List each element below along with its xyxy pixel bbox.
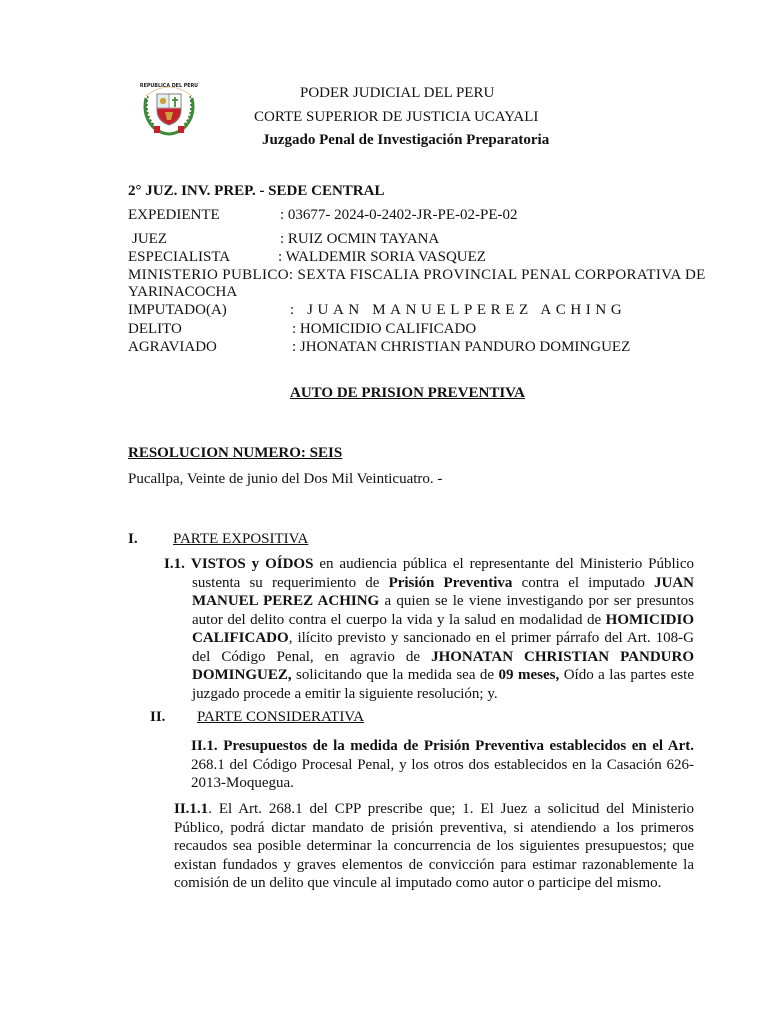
delito-bold: HOMICIDIO CALIFICADO (192, 611, 694, 646)
imputado-label: IMPUTADO(A) (128, 302, 227, 318)
imputado-name-bold: JUAN MANUEL PEREZ ACHING (192, 574, 694, 609)
header-line-1: PODER JUDICIAL DEL PERU (300, 85, 495, 101)
especialista-value: : WALDEMIR SORIA VASQUEZ (278, 249, 486, 265)
peru-coat-of-arms-icon (140, 76, 198, 136)
paragraph-1-1-text-e: solicitando que la medida sea de (291, 667, 499, 683)
court-name: 2° JUZ. INV. PREP. - SEDE CENTRAL (128, 183, 385, 199)
juez-value: : RUIZ OCMIN TAYANA (280, 231, 440, 247)
agraviado-label: AGRAVIADO (128, 339, 217, 355)
vistos-bold: VISTOS y OÍDOS (191, 556, 314, 572)
paragraph-1-1-text-f: Oído a las partes este juzgado procede a emitir la siguiente resolución; y. (192, 667, 694, 702)
paragraph-1-1-text-b: contra el imputado (512, 574, 654, 591)
paragraph-2-1-1-number: II.1.1 (174, 801, 209, 817)
place-date: Pucallpa, Veinte de junio del Dos Mil Veinticuatro. - (128, 471, 443, 487)
imputado-value: : JUAN MANUELPEREZ ACHING (290, 302, 627, 318)
ministerio-line-1: MINISTERIO PUBLICO: SEXTA FISCALIA PROVINCIAL PENAL CORPORATIVA DE (128, 267, 706, 283)
prision-preventiva-bold: Prisión Preventiva (388, 574, 513, 591)
paragraph-1-1-text-d: , ilícito previsto y sancionado en el primer párrafo del Art. 108-G del Código Penal, en agravio de (192, 630, 694, 665)
subsection-2-1-text: 268.1 del Código Procesal Penal, y los otros dos establecidos en la Casación 626-2013-Moquegua. (191, 756, 694, 791)
duration-bold: 09 meses, (498, 667, 560, 683)
subsection-2-1 (191, 737, 694, 793)
paragraph-1-1 (192, 555, 694, 703)
agraviado-name-bold: JHONATAN CHRISTIAN PANDURO DOMINGUEZ, (192, 648, 694, 683)
paragraph-1-1-text-a: en audiencia pública el representante del Ministerio Público sustenta su requerimiento de (192, 556, 694, 591)
paragraph-2-1-1-text: . El Art. 268.1 del CPP prescribe que; 1. El Juez a solicitud del Ministerio Público, podrá dictar mandato de prisión preventiva, si atendiendo a los primeros recaudos sea posible determinar la concurrencia de los siguientes presupuestos; que existan fundados y graves elementos de convicción para estimar razonablemente la comisión de un delito que vincule al imputado como autor o participe del mismo. (174, 801, 694, 891)
section-1-number: I. (128, 531, 138, 547)
delito-value: : HOMICIDIO CALIFICADO (292, 321, 477, 337)
paragraph-2-1-1 (174, 800, 694, 893)
resolution-number: RESOLUCION NUMERO: SEIS (128, 445, 343, 461)
paragraph-1-1-number: I.1. (164, 556, 185, 572)
ministerio-line-2: YARINACOCHA (128, 284, 238, 300)
header-line-2: CORTE SUPERIOR DE JUSTICIA UCAYALI (254, 109, 539, 125)
section-1-title: PARTE EXPOSITIVA (173, 531, 309, 547)
header-line-3: Juzgado Penal de Investigación Preparatoria (262, 132, 550, 148)
agraviado-value: : JHONATAN CHRISTIAN PANDURO DOMINGUEZ (292, 339, 631, 355)
section-2-title: PARTE CONSIDERATIVA (197, 709, 365, 725)
subsection-2-1-heading: II.1. Presupuestos de la medida de Prisión Preventiva establecidos en el Art. (191, 738, 694, 754)
expediente-label: EXPEDIENTE (128, 207, 220, 223)
delito-label: DELITO (128, 321, 182, 337)
especialista-label: ESPECIALISTA (128, 249, 231, 265)
section-2-number: II. (150, 709, 166, 725)
document-title: AUTO DE PRISION PREVENTIVA (290, 385, 525, 401)
svg-text:REPUBLICA DEL PERU: REPUBLICA DEL PERU (140, 84, 198, 89)
expediente-value: : 03677- 2024-0-2402-JR-PE-02-PE-02 (280, 207, 518, 223)
juez-label: JUEZ (132, 231, 167, 247)
paragraph-1-1-text-c: a quien se le viene investigando por ser presuntos autor del delito contra el cuerpo la vida y la salud en modalidad de (192, 593, 694, 628)
